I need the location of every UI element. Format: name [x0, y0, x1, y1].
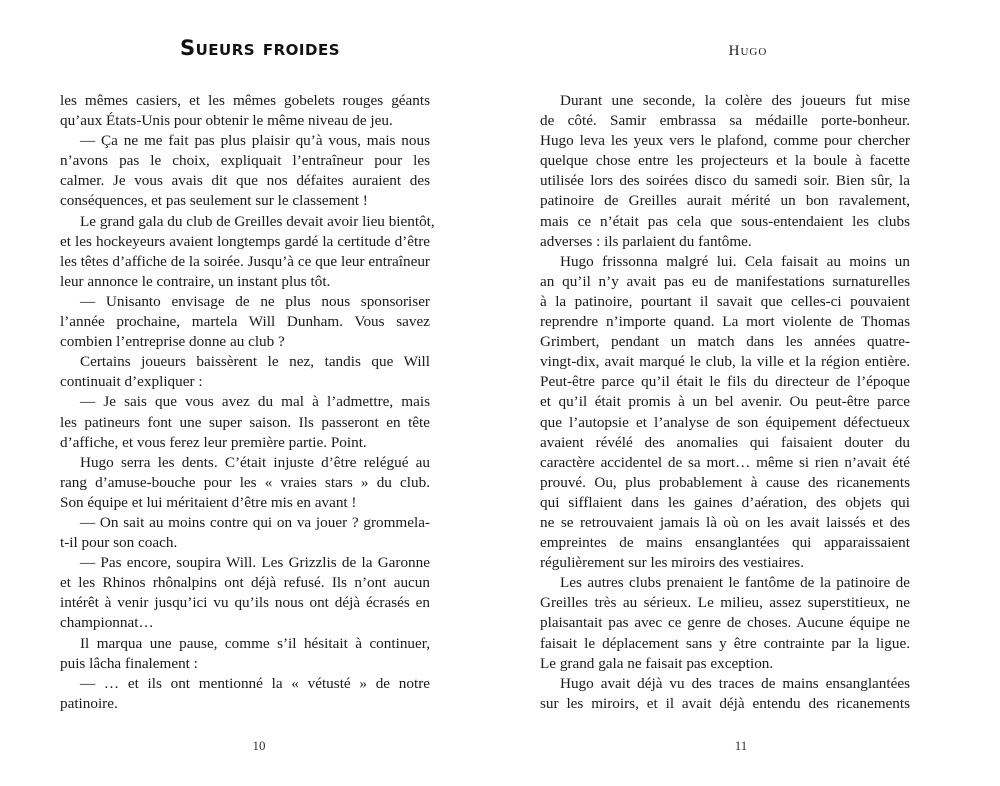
text-line: l’année prochaine, martela Will Dunham. Vous savez [60, 313, 430, 331]
text-line: Le grand gala ne faisait pas exception. [540, 654, 774, 672]
left-page-text [60, 91, 435, 714]
text-line: d’affiche, et vous ferez leur première partie. Point. [60, 433, 367, 451]
text-line: Hugo avait déjà vu des traces de mains ensanglantées [560, 674, 910, 692]
text-line: combien l’entreprise donne au club ? [60, 333, 285, 351]
text-line: puis lâcha finalement : [60, 654, 198, 672]
text-line: sur les miroirs, et il avait déjà entendu des ricanements [540, 694, 910, 712]
text-line: conséquences, et pas seulement sur le classement ! [60, 192, 368, 210]
text-line: et qu’il était promis à un bel avenir. Ou peut-être parce [540, 393, 910, 411]
text-line: et les Rhinos rhônalpins ont déjà refusé. Ils n’ont aucun [60, 574, 430, 592]
text-line: — On sait au moins contre qui on va jouer ? grommela- [80, 513, 430, 531]
text-line: — Je sais que vous avez du mal à l’admettre, mais [80, 393, 430, 411]
text-line: utilisée lors des soirées disco du samedi soir. Bien sûr, la [540, 172, 910, 190]
text-line: à la patinoire, pourtant il savait que celles-ci pouvaient [540, 292, 910, 310]
text-line: n’avons pas le choix, expliquait l’entraîneur pour les [60, 152, 430, 170]
page-number-right: 11 [734, 738, 748, 753]
text-line: et les hockeyeurs avaient longtemps gardé la certitude d’être [60, 232, 430, 250]
text-line: — Pas encore, soupira Will. Les Grizzlis de la Garonne [80, 554, 430, 572]
text-line: mais ce n’était pas cela que sous-entendaient les clubs [540, 212, 910, 230]
text-line: qui sifflaient dans les gaines d’aération, des objets qui [540, 493, 910, 511]
text-line: leur annonce le contraire, un instant plus tôt. [60, 272, 331, 290]
text-line: prouvé. Ou, plus probablement à cause des ricanements [540, 473, 910, 491]
text-line: les patineurs font une super saison. Ils passeront en tête [60, 413, 430, 431]
text-line: Hugo frissonna malgré lui. Cela faisait au moins un [560, 252, 910, 270]
text-line: régulièrement sur les miroirs des vestiaires. [540, 554, 805, 572]
text-line: quelque chose entre les projecteurs et la boule à facette [540, 152, 910, 170]
text-line: Hugo serra les dents. C’était injuste d’être relégué au [80, 453, 430, 471]
right-page [500, 0, 1000, 786]
text-line: Les autres clubs prenaient le fantôme de la patinoire de [560, 574, 910, 592]
text-line: ne se retrouvaient jamais là où on les avait laissés et des [540, 513, 910, 531]
text-line: Hugo leva les yeux vers le plafond, comme pour chercher [540, 132, 910, 150]
text-line: Son équipe et lui méritaient d’être mis en avant ! [60, 493, 357, 511]
text-line: faisait le déplacement sans y être contrainte par la ligue. [540, 634, 910, 652]
right-page-text [540, 91, 910, 714]
text-line: patinoire de Greilles aurait mérité un bon ravalement, [540, 192, 910, 210]
page-number-left: 10 [252, 738, 266, 753]
text-line: Durant une seconde, la colère des joueurs fut mise [560, 92, 910, 109]
text-line: Peut-être parce qu’il était le fils du directeur de l’époque [540, 373, 910, 391]
text-line: avaient révélé des anomalies qui faisaient douter du [540, 433, 910, 451]
text-line: les têtes d’affiche de la soirée. Jusqu’à ce que leur entraîneur [60, 252, 430, 270]
text-line: plaisantait pas avec ce genre de choses. Aucune équipe ne [540, 614, 910, 632]
text-line: continuait d’expliquer : [60, 373, 203, 391]
running-head-book-title: Sueurs froides [179, 36, 341, 60]
text-line: adverses : ils parlaient du fantôme. [540, 232, 752, 250]
text-line: Le grand gala du club de Greilles devait avoir lieu bientôt, [80, 212, 435, 230]
text-line: reprendre n’importe quand. La mort violente de Thomas [540, 313, 910, 331]
text-line: Greilles très au sérieux. Le milieu, assez superstitieux, ne [540, 594, 910, 612]
text-line: intérêt à venir jusqu’ici vu qu’ils nous ont déjà écrasés en [60, 594, 430, 612]
text-line: Il marqua une pause, comme s’il hésitait à continuer, [80, 634, 430, 652]
text-line: Grimbert, pendant un match dans les années quatre- [540, 333, 910, 351]
text-line: qu’aux États-Unis pour obtenir le même niveau de jeu. [60, 112, 393, 130]
text-line: championnat… [60, 614, 154, 632]
text-line: calmer. Je vous avais dit que nos défaites auraient des [60, 172, 430, 190]
running-head-chapter-title: Hugo [728, 43, 768, 59]
text-line: les mêmes casiers, et les mêmes gobelets rouges géants [60, 92, 430, 109]
text-line: an qu’il n’y avait pas eu de manifestations surnaturelles [540, 272, 910, 290]
text-line: patinoire. [60, 694, 118, 712]
text-line: rang d’amuse-bouche pour les « vraies stars » du club. [60, 473, 430, 491]
text-line: caractère accidentel de sa mort… même si rien n’avait été [540, 453, 910, 471]
text-line: que l’autopsie et l’analyse de son équipement défectueux [540, 413, 910, 431]
text-line: — Ça ne me fait pas plus plaisir qu’à vous, mais nous [80, 132, 430, 150]
text-line: Certains joueurs baissèrent le nez, tandis que Will [80, 353, 430, 371]
text-line: empreintes de mains ensanglantées qui apparaissaient [540, 534, 910, 552]
text-line: — Unisanto envisage de ne plus nous sponsoriser [80, 292, 430, 310]
text-line: de côté. Samir embrassa sa médaille porte-bonheur. [540, 112, 910, 130]
text-line: t-il pour son coach. [60, 534, 178, 552]
text-line: vingt-dix, avait marqué le club, la ville et la région entière. [540, 353, 910, 371]
text-line: — … et ils ont mentionné la « vétusté » de notre [80, 674, 430, 692]
